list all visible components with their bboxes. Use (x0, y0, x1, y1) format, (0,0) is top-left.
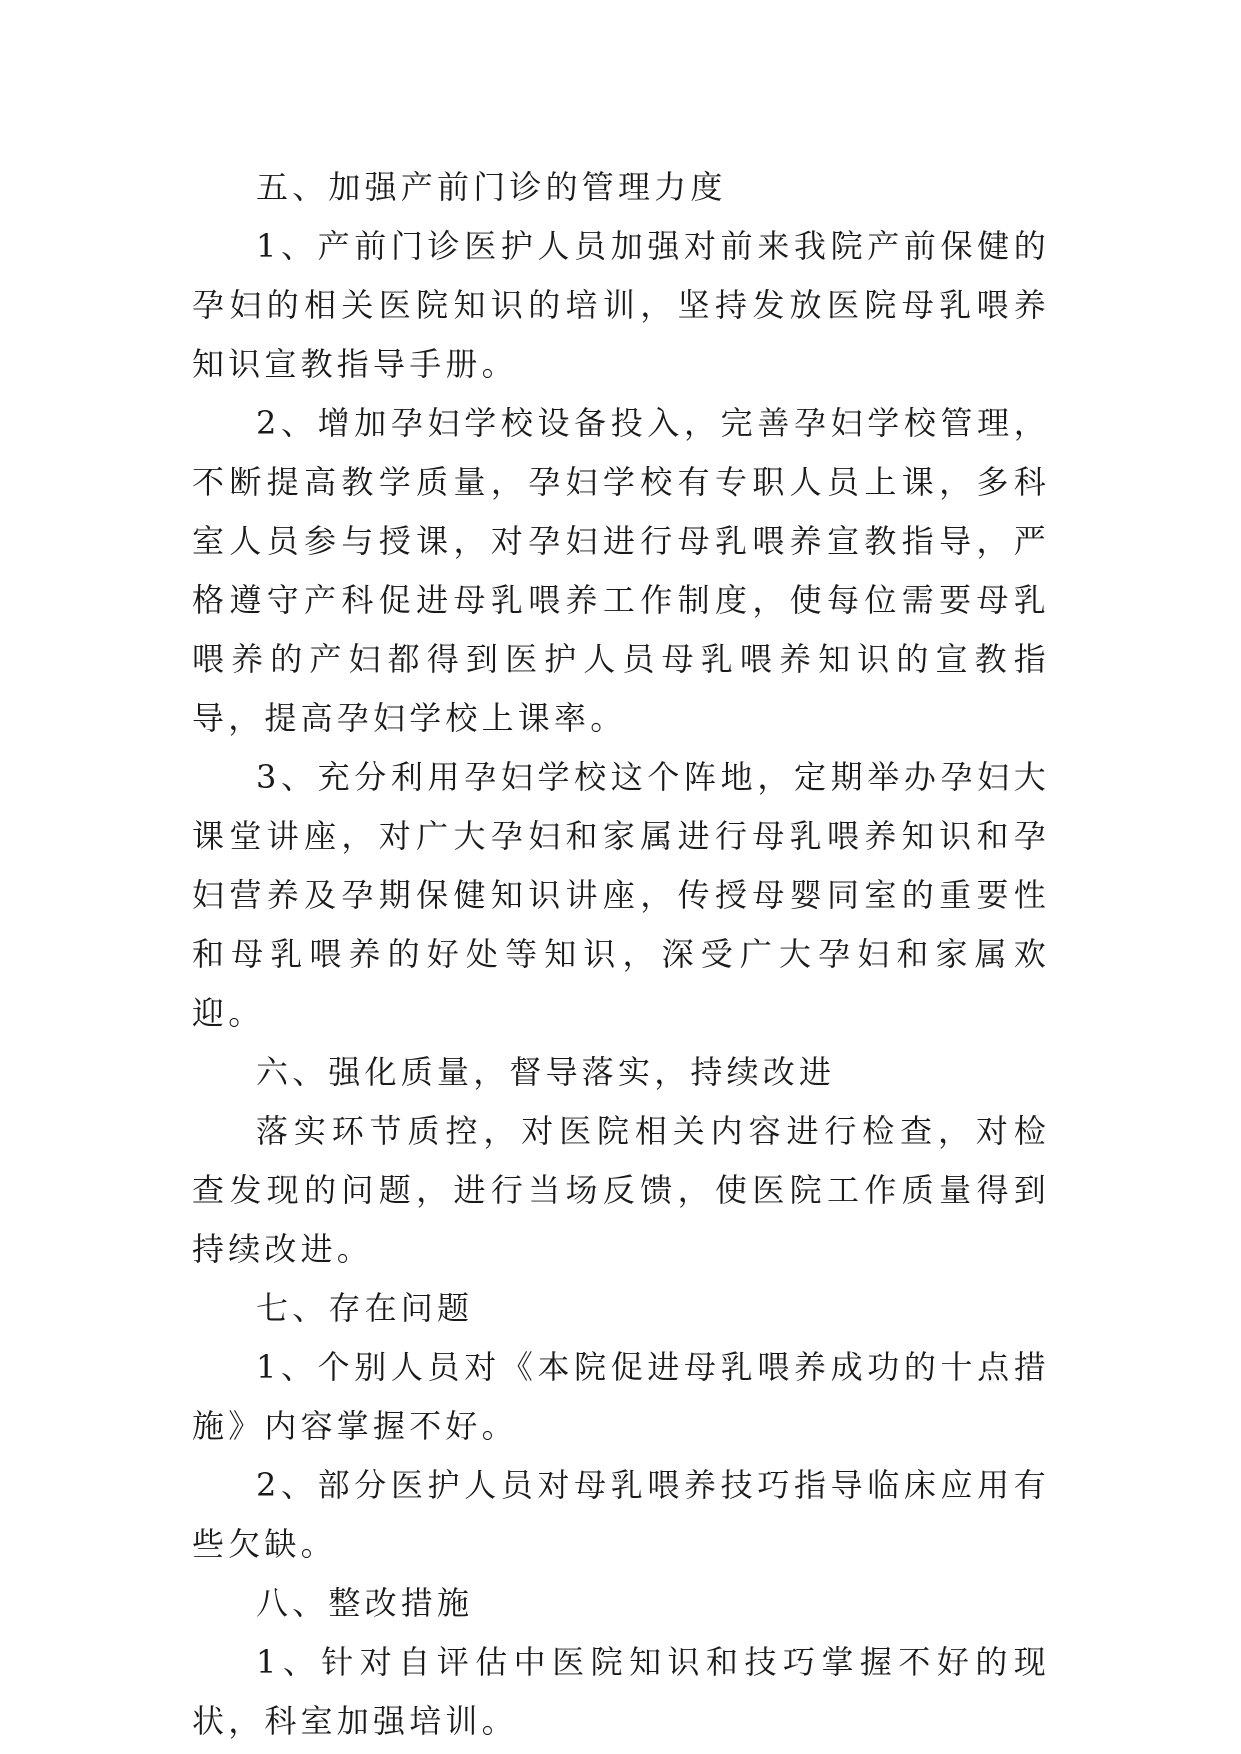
paragraph-problem-2: 2、部分医护人员对母乳喂养技巧指导临床应用有些欠缺。 (192, 1466, 1050, 1563)
paragraph-measure-1: 1、针对自评估中医院知识和技巧掌握不好的现状，科室加强培训。 (192, 1643, 1050, 1740)
section-heading-8: 八、整改措施 (256, 1584, 474, 1622)
section-heading-5: 五、加强产前门诊的管理力度 (256, 168, 727, 206)
paragraph-prenatal-training: 1、产前门诊医护人员加强对前来我院产前保健的孕妇的相关医院知识的培训，坚持发放医院母乳喂养知识宣教指导手册。 (192, 227, 1050, 383)
paragraph-pregnancy-school: 2、增加孕妇学校设备投入，完善孕妇学校管理，不断提高教学质量，孕妇学校有专职人员上课，多科室人员参与授课，对孕妇进行母乳喂养宣教指导，严格遵守产科促进母乳喂养工作制度，使每位需要母乳喂养的产妇都得到医护人员母乳喂养知识的宣教指导，提高孕妇学校上课率。 (192, 404, 1050, 737)
document-body (192, 158, 1050, 1751)
paragraph-lectures: 3、充分利用孕妇学校这个阵地，定期举办孕妇大课堂讲座，对广大孕妇和家属进行母乳喂养知识和孕妇营养及孕期保健知识讲座，传授母婴同室的重要性和母乳喂养的好处等知识，深受广大孕妇和家属欢迎。 (192, 758, 1050, 1032)
paragraph-problem-1: 1、个别人员对《本院促进母乳喂养成功的十点措施》内容掌握不好。 (192, 1348, 1050, 1445)
section-heading-6: 六、强化质量，督导落实，持续改进 (256, 1053, 836, 1091)
section-heading-7: 七、存在问题 (256, 1289, 474, 1327)
paragraph-quality-control: 落实环节质控，对医院相关内容进行检查，对检查发现的问题，进行当场反馈，使医院工作质量得到持续改进。 (192, 1112, 1050, 1268)
